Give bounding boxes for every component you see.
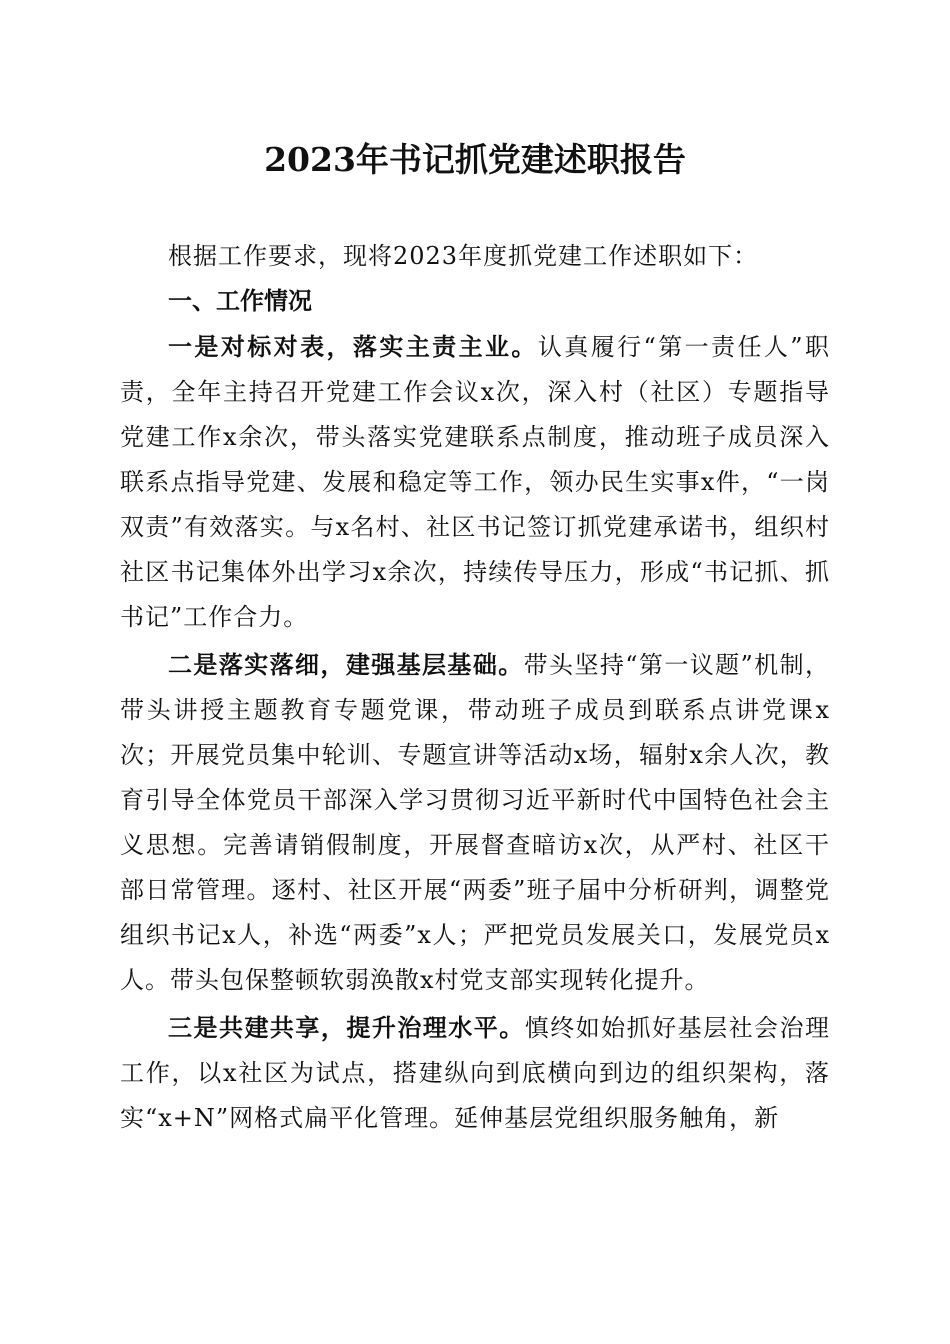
document-body: [120, 234, 830, 1141]
paragraph-2: [120, 642, 830, 1003]
intro-paragraph: 根据工作要求，现将2023年度抓党建工作述职如下：: [168, 242, 759, 270]
paragraph-1-text: 认真履行“第一责任人”职责，全年主持召开党建工作会议x次，深入村（社区）专题指导党建工作x余次，带头落实党建联系点制度，推动班子成员深入联系点指导党建、发展和稳定等工作，领办民生实事x件，“一岗双责”有效落实。与x名村、社区书记签订抓党建承诺书，组织村社区书记集体外出学习x余次，持续传导压力，形成“书记抓、抓书记”工作合力。: [120, 333, 830, 631]
document-title: 2023年书记抓党建述职报告: [264, 140, 686, 179]
paragraph-1: [120, 324, 830, 640]
paragraph-3-lead: 三是共建共享，提升治理水平。: [168, 1013, 525, 1042]
paragraph-3: [120, 1005, 830, 1141]
paragraph-2-lead: 二是落实落细，建强基层基础。: [168, 650, 524, 679]
section-heading-work-status: 一、工作情况: [168, 287, 312, 315]
paragraph-1-lead: 一是对标对表，落实主责主业。: [168, 332, 538, 361]
paragraph-2-text: 带头坚持“第一议题”机制，带头讲授主题教育专题党课，带动班子成员到联系点讲党课x次；开展党员集中轮训、专题宣讲等活动x场，辐射x余人次，教育引导全体党员干部深入学习贯彻习近平新时代中国特色社会主义思想。完善请销假制度，开展督查暗访x次，从严村、社区干部日常管理。逐村、社区开展“两委”班子届中分析研判，调整党组织书记x人，补选“两委”x人；严把党员发展关口，发展党员x人。带头包保整顿软弱涣散x村党支部实现转化提升。: [120, 651, 831, 994]
paragraph-3-text: 慎终如始抓好基层社会治理工作，以x社区为试点，搭建纵向到底横向到边的组织架构，落实“x+N”网格式扁平化管理。延伸基层党组织服务触角，新: [120, 1014, 831, 1132]
